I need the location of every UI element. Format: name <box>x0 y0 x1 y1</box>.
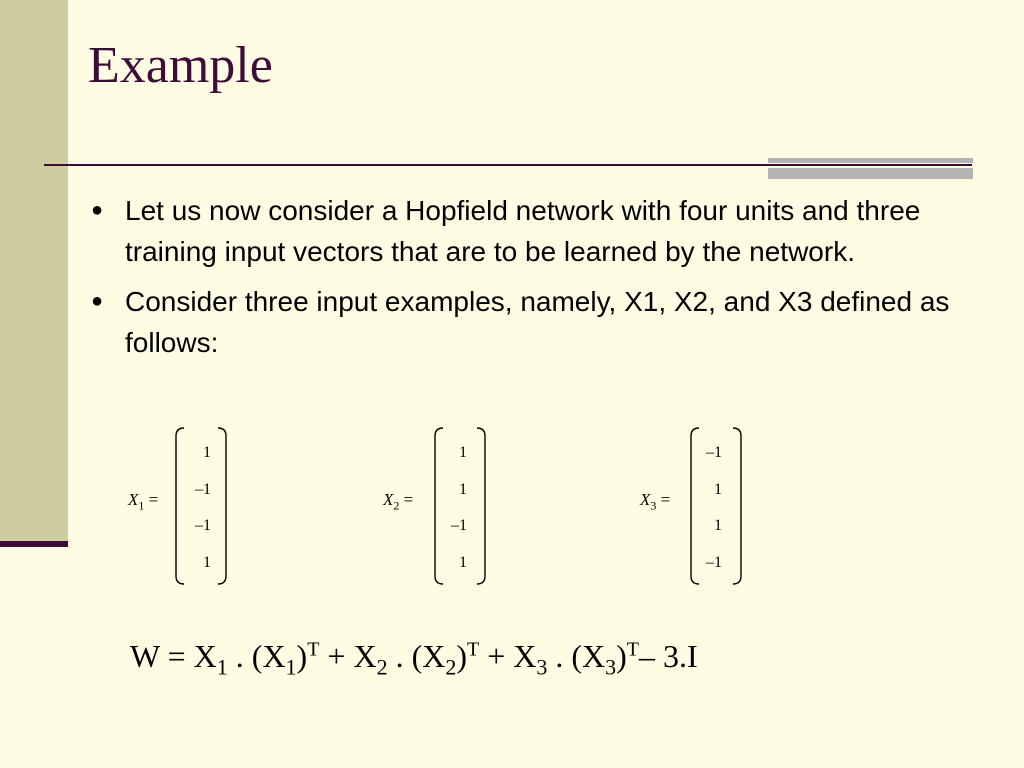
vector-entry: 1 <box>203 444 211 461</box>
vector-entry: 1 <box>459 554 467 571</box>
title-accent-bands <box>768 158 973 179</box>
bullet-text: Consider three input examples, namely, X1, X2, and X3 defined as follows: <box>125 286 950 358</box>
vector-label: $X_3$ = <box>640 490 671 513</box>
vector-entry: –1 <box>195 517 211 534</box>
accent-band-bottom <box>768 168 973 179</box>
bullet-item <box>88 281 988 363</box>
accent-band-top <box>768 158 973 163</box>
sidebar-accent-bar <box>0 541 68 547</box>
sidebar-band <box>0 0 68 541</box>
weight-equation: $W = X_1$ . $(X_1)^T + X_2$ . $(X_2)^T + X_3$ . $(X_3)^T-$ 3.I <box>130 638 698 680</box>
bullet-dot-icon: ● <box>91 290 104 312</box>
bullet-list <box>88 190 988 372</box>
vector-entry: 1 <box>459 444 467 461</box>
vector-entry: 1 <box>714 517 722 534</box>
vector-label: $X_2$ = <box>383 490 414 513</box>
bullet-text: Let us now consider a Hopfield network with four units and three training input vectors that are to be learned by the network. <box>125 195 921 267</box>
vector-entry: 1 <box>203 554 211 571</box>
bullet-dot-icon: ● <box>91 199 104 221</box>
vector-label: $X_1$ = <box>128 490 159 513</box>
vector-entry: –1 <box>195 481 211 498</box>
vector-entry: –1 <box>706 444 722 461</box>
vector-entry: 1 <box>714 481 722 498</box>
vector-entry: –1 <box>451 517 467 534</box>
vector-entry: –1 <box>706 554 722 571</box>
slide-title: Example <box>88 37 273 94</box>
bullet-item <box>88 190 988 272</box>
vector-entry: 1 <box>459 481 467 498</box>
